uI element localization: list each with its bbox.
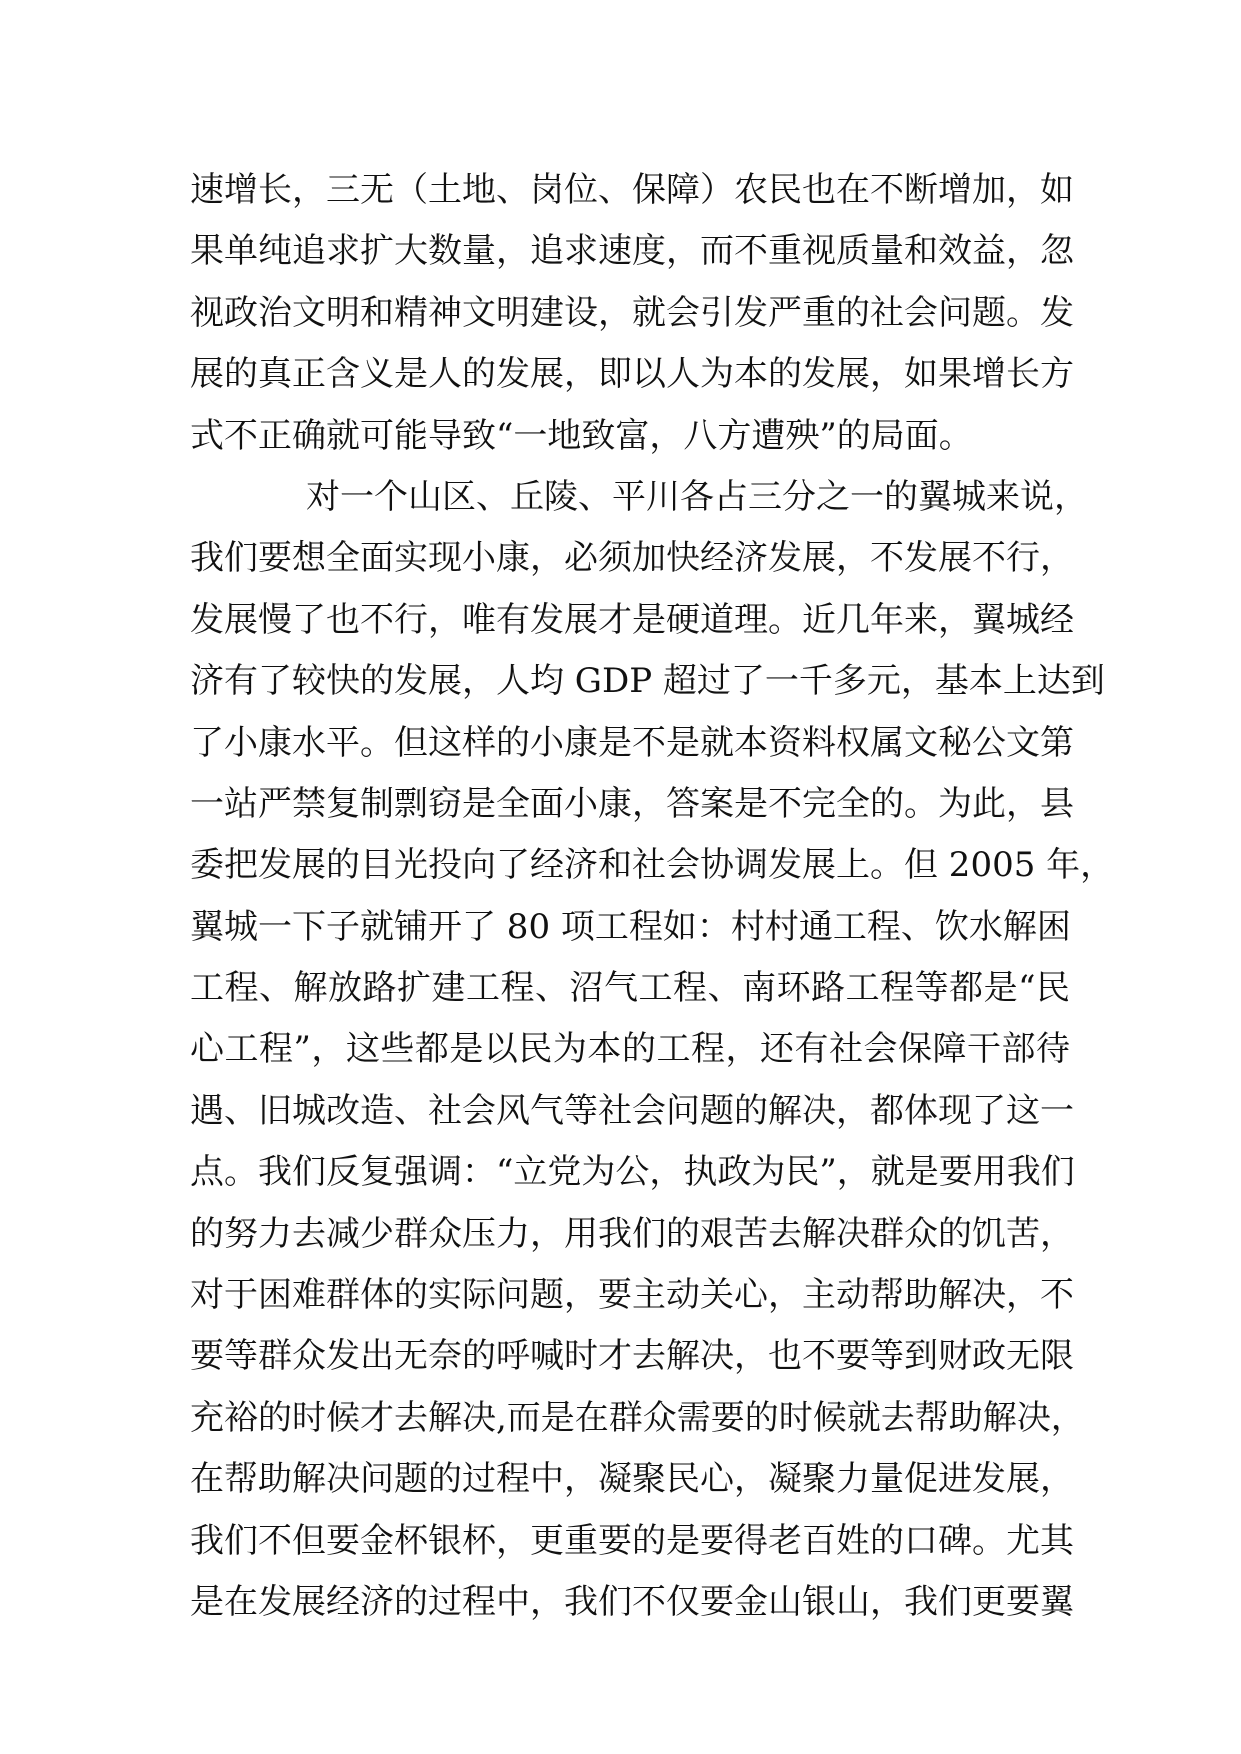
text-line: 充裕的时候才去解决,而是在群众需要的时候就去帮助解决， — [190, 1397, 1085, 1438]
paragraph-end-line: 式不正确就可能导致“一地致富，八方遭殃”的局面。 — [190, 415, 973, 456]
text-line: 速增长，三无（土地、岗位、保障）农民也在不断增加，如 — [190, 170, 1074, 210]
text-line: 展的真正含义是人的发展，即以人为本的发展，如果增长方 — [190, 354, 1074, 395]
text-line: 遇、旧城改造、社会风气等社会问题的解决，都体现了这一 — [190, 1090, 1074, 1131]
text-line: 果单纯追求扩大数量，追求速度，而不重视质量和效益，忽 — [190, 231, 1074, 272]
text-line: 委把发展的目光投向了经济和社会协调发展上。但 2005 年， — [190, 845, 1115, 886]
text-line: 工程、解放路扩建工程、沼气工程、南环路工程等都是“民 — [190, 968, 1070, 1009]
text-line: 一站严禁复制剽窃是全面小康，答案是不完全的。为此，县 — [190, 783, 1074, 824]
text-line: 我们要想全面实现小康，必须加快经济发展，不发展不行， — [190, 538, 1074, 579]
text-line: 翼城一下子就铺开了 80 项工程如：村村通工程、饮水解困 — [190, 906, 1071, 947]
text-line: 的努力去减少群众压力，用我们的艰苦去解决群众的饥苦， — [190, 1213, 1074, 1254]
text-line: 济有了较快的发展，人均 GDP 超过了一千多元，基本上达到 — [190, 661, 1105, 702]
text-line: 我们不但要金杯银杯，更重要的是要得老百姓的口碑。尤其 — [190, 1520, 1074, 1561]
text-line: 发展慢了也不行，唯有发展才是硬道理。近几年来，翼城经 — [190, 599, 1074, 640]
paragraph-start-line: 对一个山区、丘陵、平川各占三分之一的翼城来说， — [306, 476, 1088, 517]
text-line: 点。我们反复强调：“立党为公，执政为民”，就是要用我们 — [190, 1152, 1075, 1193]
text-line: 要等群众发出无奈的呼喊时才去解决，也不要等到财政无限 — [190, 1336, 1074, 1377]
text-line: 是在发展经济的过程中，我们不仅要金山银山，我们更要翼 — [190, 1581, 1074, 1622]
text-line: 心工程”，这些都是以民为本的工程，还有社会保障干部待 — [190, 1029, 1070, 1070]
text-line: 了小康水平。但这样的小康是不是就本资料权属文秘公文第 — [190, 722, 1074, 763]
text-line: 视政治文明和精神文明建设，就会引发严重的社会问题。发 — [190, 292, 1074, 333]
body-text — [190, 160, 1115, 1633]
text-line: 对于困难群体的实际问题，要主动关心，主动帮助解决，不 — [190, 1275, 1074, 1316]
text-line: 在帮助解决问题的过程中，凝聚民心，凝聚力量促进发展， — [190, 1459, 1074, 1500]
